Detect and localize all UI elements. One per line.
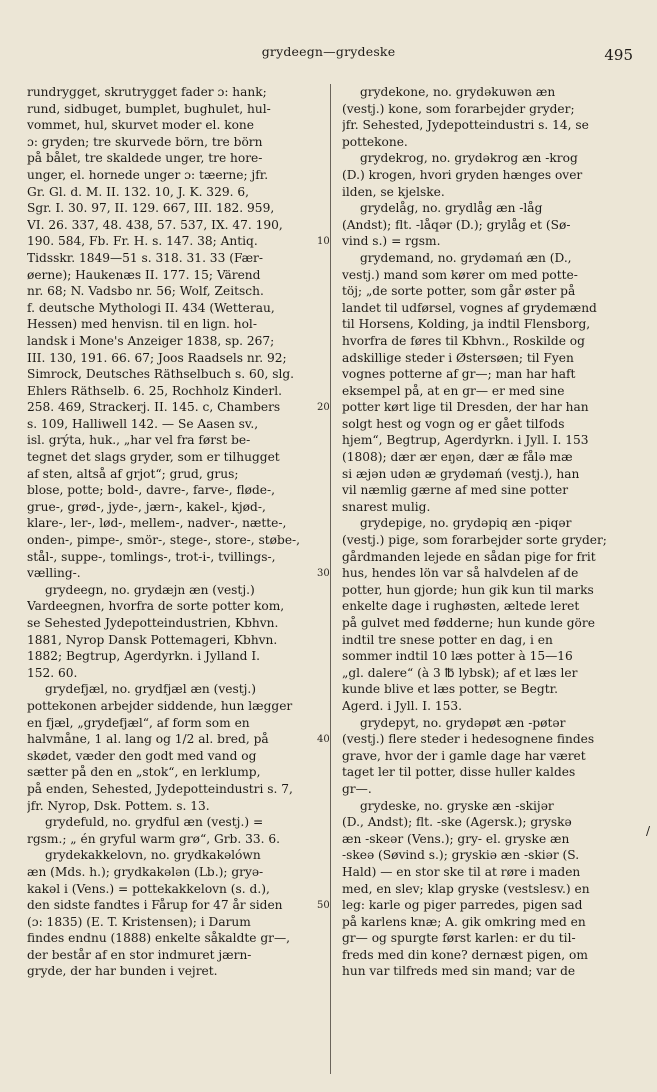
left-column-line: vælling-. (27, 566, 81, 581)
stray-mark: / (646, 824, 651, 838)
right-column (342, 84, 632, 980)
right-column-line: æn -skeər (Vens.); gry- el. gryske æn (342, 831, 570, 846)
left-column-line: grue-, grød-, jyde-, jærn-, kakel-, kjød-, (27, 499, 266, 514)
left-column-line: stål-, suppe-, tomlings-, trot-i-, tvillings-, (27, 549, 276, 564)
left-column-line: 258. 469, Strackerj. II. 145. c, Chambers (27, 400, 281, 415)
right-column-line: potter, hun gjorde; hun gik kun til marks (342, 582, 594, 597)
right-column-line: grydemand, no. grydəmań æn (D., (360, 250, 572, 265)
left-column-line: rgsm.; „ én gryful warm grø“, Grb. 33. 6. (27, 831, 280, 846)
right-column-line: hvorfra de føres til Kbhvn., Roskilde og (342, 333, 585, 348)
right-column-line: landet til udførsel, vognes af grydemænd (342, 300, 597, 315)
right-column-line: töj; „de sorte potter, som går øster på (342, 284, 576, 299)
left-column-line: halvmåne, 1 al. lang og 1/2 al. bred, på (27, 732, 269, 747)
right-column-line: på gulvet med fødderne; hun kunde göre (342, 616, 595, 630)
right-column-line: hus, hendes lön var så halvdelen af de (342, 566, 579, 581)
left-column-line: 190. 584, Fb. Fr. H. s. 147. 38; Antiq. (27, 234, 258, 249)
right-column-line: -skeə (Søvind s.); gryskiə æn -skiər (S. (342, 848, 580, 863)
left-column-line: 1881, Nyrop Dansk Pottemageri, Kbhvn. (27, 632, 278, 647)
right-column-line: potter kørt lige til Dresden, der har han (342, 400, 589, 415)
right-column-line: grydeske, no. gryske æn -skijər (360, 798, 554, 813)
line-number: 20 (317, 402, 330, 414)
right-column-line: grave, hvor der i gamle dage har været (342, 748, 586, 763)
right-column-line: vestj.) mand som kører om med potte- (342, 267, 578, 282)
left-column-line: på enden, Sehested, Jydepotteindustri s. 7, (27, 781, 293, 796)
left-column-line: Gr. Gl. d. M. II. 132. 10, J. K. 329. 6, (27, 184, 249, 199)
right-column-line: jfr. Sehested, Jydepotteindustri s. 14, se (342, 118, 589, 133)
left-column-line: se Sehested Jydepotteindustrien, Kbhvn. (27, 616, 279, 630)
right-column-line: (vestj.) kone, som forarbejder gryder; (342, 101, 575, 116)
left-column-line: klare-, ler-, lød-, mellem-, nadver-, nætte-, (27, 516, 287, 531)
left-column-line: Vardeegnen, hvorfra de sorte potter kom, (27, 599, 285, 614)
left-column-line: af sten, altså af grjot“; grud, grus; (27, 466, 239, 481)
right-column-line: grydekone, no. grydəkuwən æn (360, 85, 556, 99)
right-column-line: indtil tre snese potter en dag, i en (342, 632, 553, 647)
right-column-line: „gl. dalere“ (à 3 ℔ lybsk); af et læs ler (342, 665, 578, 680)
left-column-line: der består af en stor indmuret jærn- (27, 947, 252, 962)
left-column-line: (ɔ: 1835) (E. T. Kristensen); i Darum (27, 914, 251, 929)
left-column-line: Tidsskr. 1849—51 s. 318. 31. 33 (Fær- (27, 250, 263, 265)
left-column-line: vommet, hul, skurvet moder el. kone (27, 118, 254, 133)
left-column-line: gryde, der har bunden i vejret. (27, 964, 218, 979)
right-column-line: taget ler til potter, disse huller kaldes (342, 765, 576, 780)
left-column-line: isl. grýta, huk., „har vel fra først be- (27, 433, 251, 448)
right-column-line: grydepyt, no. grydəpøt æn -pøtər (360, 715, 566, 730)
right-column-line: freds med din kone? dernæst pigen, om (342, 947, 588, 962)
right-column-line: vognes potterne af gr—; man har haft (342, 367, 576, 382)
left-column-line: sætter på den en „stok“, en lerklump, (27, 765, 261, 780)
right-column-line: (D.) krogen, hvori gryden hænges over (342, 167, 583, 182)
right-column-line: sommer indtil 10 læs potter à 15—16 (342, 649, 573, 664)
right-column-line: Agerd. i Jyll. I. 153. (342, 698, 462, 713)
right-column-line: grydekrog, no. grydəkrog æn -krog (360, 151, 578, 166)
left-column-line: kakəl i (Vens.) = pottekakkelovn (s. d.), (27, 881, 270, 896)
right-column-line: hun var tilfreds med sin mand; var de (342, 964, 576, 979)
left-column-line: Hessen) med henvisn. til en lign. hol- (27, 317, 257, 332)
left-column-line: ɔ: gryden; tre skurvede börn, tre börn (27, 134, 263, 149)
left-column-line: blose, potte; bold-, davre-, farve-, fløde-, (27, 483, 275, 498)
left-column-line: Sgr. I. 30. 97, II. 129. 667, III. 182. 959, (27, 201, 275, 216)
left-column-line: nr. 68; N. Vadsbo nr. 56; Wolf, Zeitsch. (27, 284, 264, 299)
right-column-line: til Horsens, Kolding, ja indtil Flensborg, (342, 317, 591, 332)
right-column-line: gr— og spurgte først karlen: er du til- (342, 931, 576, 946)
left-column-line: rundrygget, skrutrygget fader ɔ: hank; (27, 85, 267, 99)
right-column-line: kunde blive et læs potter, se Begtr. (342, 682, 558, 697)
left-column-line: øerne); Haukenæs II. 177. 15; Värend (27, 267, 261, 282)
right-column-line: pottekone. (342, 134, 408, 149)
right-column-line: gårdmanden lejede en sådan pige for frit (342, 549, 596, 564)
left-column-line: rund, sidbuget, bumplet, bughulet, hul- (27, 101, 271, 116)
left-column-line: onden-, pimpe-, smör-, stege-, store-, støbe-, (27, 533, 301, 548)
page-number: 495 (604, 46, 633, 64)
left-column-line: unger, el. hornede unger ɔ: tæerne; jfr. (27, 167, 269, 182)
line-number: 10 (317, 236, 330, 248)
right-column-line: solgt hest og vogn og er gået tilfods (342, 416, 565, 431)
right-column-line: eksempel på, at en gr— er med sine (342, 383, 565, 398)
right-column-line: snarest mulig. (342, 499, 431, 514)
left-column-line: Ehlers Räthselb. 6. 25, Rochholz Kinderl. (27, 383, 282, 398)
right-column-line: gr—. (342, 781, 372, 796)
line-number: 30 (317, 568, 330, 580)
left-column-line: s. 109, Halliwell 142. — Se Aasen sv., (27, 416, 259, 431)
left-column-line: Simrock, Deutsches Räthselbuch s. 60, slg. (27, 367, 295, 382)
right-column-line: på karlens knæ; A. gik omkring med en (342, 914, 586, 929)
left-column-line: æn (Mds. h.); grydkakələn (Lb.); gryə- (27, 864, 264, 879)
left-column-line: grydekakkelovn, no. grydkakəlówn (45, 848, 261, 863)
left-column-line: grydefjæl, no. grydfjæl æn (vestj.) (45, 682, 257, 697)
right-column-line: (1808); dær ær eŋən, dær æ fålə mæ (342, 450, 573, 465)
right-column-line: hjem“, Begtrup, Agerdyrkn. i Jyll. I. 153 (342, 433, 589, 448)
left-column-line: pottekonen arbejder siddende, hun lægger (27, 698, 293, 713)
left-column-line: grydeegn, no. grydæjn æn (vestj.) (45, 582, 255, 597)
left-column-line: skødet, væder den godt med vand og (27, 748, 257, 763)
right-column-line: grydepige, no. grydəpiq æn -piqər (360, 516, 572, 531)
line-number: 40 (317, 734, 330, 746)
right-column-line: si æjən udən æ grydəmań (vestj.), han (342, 466, 580, 481)
left-column (27, 84, 319, 980)
right-column-line: (vestj.) flere steder i hedesognene findes (342, 732, 595, 747)
left-column-line: grydefuld, no. grydful æn (vestj.) = (45, 815, 264, 830)
left-column-line: 152. 60. (27, 665, 78, 680)
right-column-line: Hald) — en stor ske til at røre i maden (342, 864, 581, 879)
left-column-line: findes endnu (1888) enkelte såkaldte gr—, (27, 931, 291, 946)
right-column-line: (vestj.) pige, som forarbejder sorte gryder; (342, 533, 607, 548)
right-column-line: vil næmlig gærne af med sine potter (342, 483, 569, 498)
left-column-line: landsk i Mone's Anzeiger 1838, sp. 267; (27, 333, 275, 348)
left-column-line: den sidste fandtes i Fårup for 47 år siden (27, 898, 283, 913)
right-column-line: (Andst); flt. -låqər (D.); grylåg et (Sø- (342, 217, 571, 232)
left-column-line: på bålet, tre skaldede unger, tre hore- (27, 151, 263, 166)
left-column-line: jfr. Nyrop, Dsk. Pottem. s. 13. (27, 798, 210, 813)
left-column-line: VI. 26. 337, 48. 438, 57. 537, IX. 47. 190, (27, 217, 283, 232)
left-column-line: f. deutsche Mythologi II. 434 (Wetterau, (27, 300, 275, 315)
right-column-line: leg: karle og piger parredes, pigen sad (342, 898, 583, 913)
left-column-line: 1882; Begtrup, Agerdyrkn. i Jylland I. (27, 649, 261, 664)
left-column-line: III. 130, 191. 66. 67; Joos Raadsels nr. 92; (27, 350, 287, 365)
right-column-line: adskillige steder i Østersøen; til Fyen (342, 350, 574, 365)
left-column-line: tegnet det slags gryder, som er tilhugget (27, 450, 280, 465)
right-column-line: ilden, se kjelske. (342, 184, 445, 199)
right-column-line: vind s.) = rgsm. (342, 234, 441, 249)
left-column-line: en fjæl, „grydefjæl“, af form som en (27, 715, 250, 730)
right-column-line: (D., Andst); flt. -ske (Agersk.); gryskə (342, 815, 572, 830)
running-head: grydeegn—grydeske (261, 44, 396, 59)
right-column-line: grydelåg, no. grydlåg æn -låg (360, 201, 543, 216)
line-number: 50 (317, 900, 330, 912)
right-column-line: enkelte dage i rughøsten, æltede leret (342, 599, 580, 614)
column-divider (330, 84, 331, 1074)
right-column-line: med, en slev; klap gryske (vestslesv.) en (342, 881, 590, 896)
